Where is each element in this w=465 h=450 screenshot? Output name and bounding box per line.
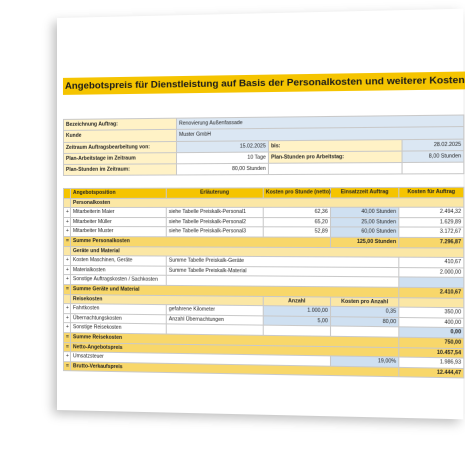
- hours-input[interactable]: 25,00 Stunden: [331, 217, 399, 227]
- cost-cell: 1.629,89: [399, 217, 464, 227]
- row-marker: +: [63, 217, 70, 227]
- row-marker: +: [63, 265, 70, 275]
- header-position: Angebotsposition: [70, 188, 166, 198]
- cost-cell: 3.172,67: [399, 227, 464, 237]
- empty-cell: [268, 163, 402, 175]
- cost-cell: 350,00: [399, 307, 464, 318]
- position-erlaeuterung: gefahrene Kilometer: [166, 305, 263, 316]
- header-einsatzzeit: Einsatzzeit Auftrag: [331, 187, 399, 197]
- cost-cell: 410,67: [399, 257, 464, 267]
- brutto-value: 12.444,47: [399, 367, 464, 378]
- sheet-title: Angebotspreis für Dienstleistung auf Basis der Personalkosten und weiterer Kosten: [63, 72, 465, 95]
- row-marker: =: [63, 342, 70, 352]
- hours-input[interactable]: 60,00 Stunden: [331, 227, 399, 237]
- brutto-label: Brutto-Verkaufspreis: [70, 361, 398, 377]
- arbeitstage-value: 10 Tage: [176, 152, 268, 164]
- row-marker: =: [63, 236, 70, 246]
- cost-table: [63, 187, 464, 379]
- spreadsheet-page: [57, 9, 463, 420]
- position-name: Sonstige Reisekosten: [70, 323, 166, 334]
- sum-label: Summe Reisekosten: [70, 333, 398, 348]
- order-info-table: [63, 114, 464, 176]
- section-title: Personalkosten: [70, 197, 463, 207]
- bis-label: bis:: [268, 139, 402, 152]
- sum-hours: 125,00 Stunden: [331, 237, 399, 247]
- netto-value: 10.457,54: [399, 347, 464, 358]
- header-kosten-pro-anzahl: Kosten pro Anzahl: [331, 297, 399, 308]
- header-kosten-stunde: Kosten pro Stunde (netto): [263, 188, 330, 198]
- row-marker: +: [63, 304, 70, 314]
- row-marker: =: [63, 361, 70, 371]
- row-marker: =: [63, 284, 70, 294]
- info-row-stunden-zeitraum: [63, 162, 463, 176]
- row-marker: +: [63, 256, 70, 266]
- position-name: Sonstige Auftragskosten / Sachkosten: [70, 275, 166, 285]
- row-marker: +: [63, 352, 70, 362]
- marker-header: [63, 188, 70, 198]
- position-name: Mitarbeiterin Maier: [70, 208, 166, 218]
- header-erlaeuterung: Erläuterung: [166, 188, 263, 198]
- bezeichnung-label: Bezeichnung Auftrag:: [63, 118, 176, 131]
- rate-cell: 62,36: [263, 207, 330, 217]
- header-anzahl: Anzahl: [263, 296, 330, 307]
- section-title: Geräte und Material: [70, 246, 463, 258]
- position-name: Materialkosten: [70, 265, 166, 275]
- bezeichnung-value[interactable]: Renovierung Außenfassade: [176, 115, 463, 130]
- header-kosten-auftrag: Kosten für Auftrag: [399, 187, 464, 197]
- rate-cell: 52,89: [263, 227, 330, 237]
- section-title: Reisekosten: [70, 294, 263, 306]
- ust-value: 1.986,93: [399, 357, 464, 368]
- anzahl-input[interactable]: 5,00: [263, 316, 330, 327]
- ust-rate-input[interactable]: 19,00%: [331, 356, 399, 367]
- anzahl-input[interactable]: 1.000,00: [263, 306, 330, 317]
- position-name: Mitarbeiter Müller: [70, 217, 166, 227]
- position-erlaeuterung: siehe Tabelle Preiskalk-Personal3: [166, 227, 263, 237]
- zeitraum-bis-value[interactable]: 28.02.2025: [402, 139, 464, 151]
- ust-label: Umsatzsteuer: [70, 352, 330, 366]
- position-name: Mitarbeiter Muster: [70, 227, 166, 237]
- kosten-pro-anzahl-input[interactable]: 0,35: [331, 306, 399, 317]
- sum-label: Summe Geräte und Material: [70, 285, 398, 298]
- kunde-value[interactable]: Muster GmbH: [176, 127, 463, 141]
- stunden-zeitraum-label: Plan-Stunden im Zeitraum:: [63, 164, 176, 176]
- kunde-label: Kunde: [63, 130, 176, 142]
- row-marker: +: [63, 227, 70, 237]
- sum-cost: 7.296,87: [399, 237, 464, 247]
- empty-cell: [402, 162, 464, 174]
- position-erlaeuterung: siehe Tabelle Preiskalk-Personal2: [166, 217, 263, 227]
- rate-cell: 65,20: [263, 217, 330, 227]
- position-erlaeuterung: siehe Tabelle Preiskalk-Personal1: [166, 208, 263, 218]
- cost-cell: 2.000,00: [399, 267, 464, 277]
- position-erlaeuterung: Summe Tabelle Preiskalk-Material: [166, 266, 399, 277]
- position-name: Übernachtungskosten: [70, 313, 166, 324]
- row-marker: =: [63, 332, 70, 342]
- cost-input[interactable]: [399, 277, 464, 288]
- position-erlaeuterung: Summe Tabelle Preiskalk-Geräte: [166, 256, 399, 267]
- row-marker: +: [63, 275, 70, 285]
- section-personal: [63, 197, 463, 207]
- hours-input[interactable]: 40,00 Stunden: [331, 207, 399, 217]
- sum-cost: 750,00: [399, 337, 464, 348]
- stunden-zeitraum-value: 80,00 Stunden: [176, 163, 268, 175]
- cost-input[interactable]: 0,00: [399, 327, 464, 338]
- row-marker: +: [63, 208, 70, 218]
- zeitraum-label: Zeitraum Auftragsbearbeitung von:: [63, 141, 176, 153]
- position-name: Fahrtkosten: [70, 304, 166, 315]
- zeitraum-von-value[interactable]: 15.02.2025: [176, 140, 268, 152]
- row-marker: +: [63, 323, 70, 333]
- position-erlaeuterung: Anzahl Übernachtungen: [166, 314, 263, 325]
- arbeitstage-label: Plan-Arbeitstage im Zeitraum: [63, 153, 176, 165]
- sum-cost: 2.410,67: [399, 287, 464, 298]
- kosten-pro-anzahl-input[interactable]: 80,00: [331, 316, 399, 327]
- sum-label: Summe Personalkosten: [70, 237, 330, 248]
- table-row: [63, 217, 463, 227]
- row-marker: +: [63, 313, 70, 323]
- stunden-pro-tag-value[interactable]: 8,00 Stunden: [402, 151, 464, 163]
- cost-cell: 2.494,32: [399, 207, 464, 217]
- position-name: Kosten Maschinen, Geräte: [70, 256, 166, 266]
- table-row: [63, 207, 463, 217]
- netto-label: Netto-Angebotspreis: [70, 342, 398, 357]
- stunden-pro-tag-label: Plan-Stunden pro Arbeitstag:: [268, 151, 402, 164]
- cost-cell: 400,00: [399, 317, 464, 328]
